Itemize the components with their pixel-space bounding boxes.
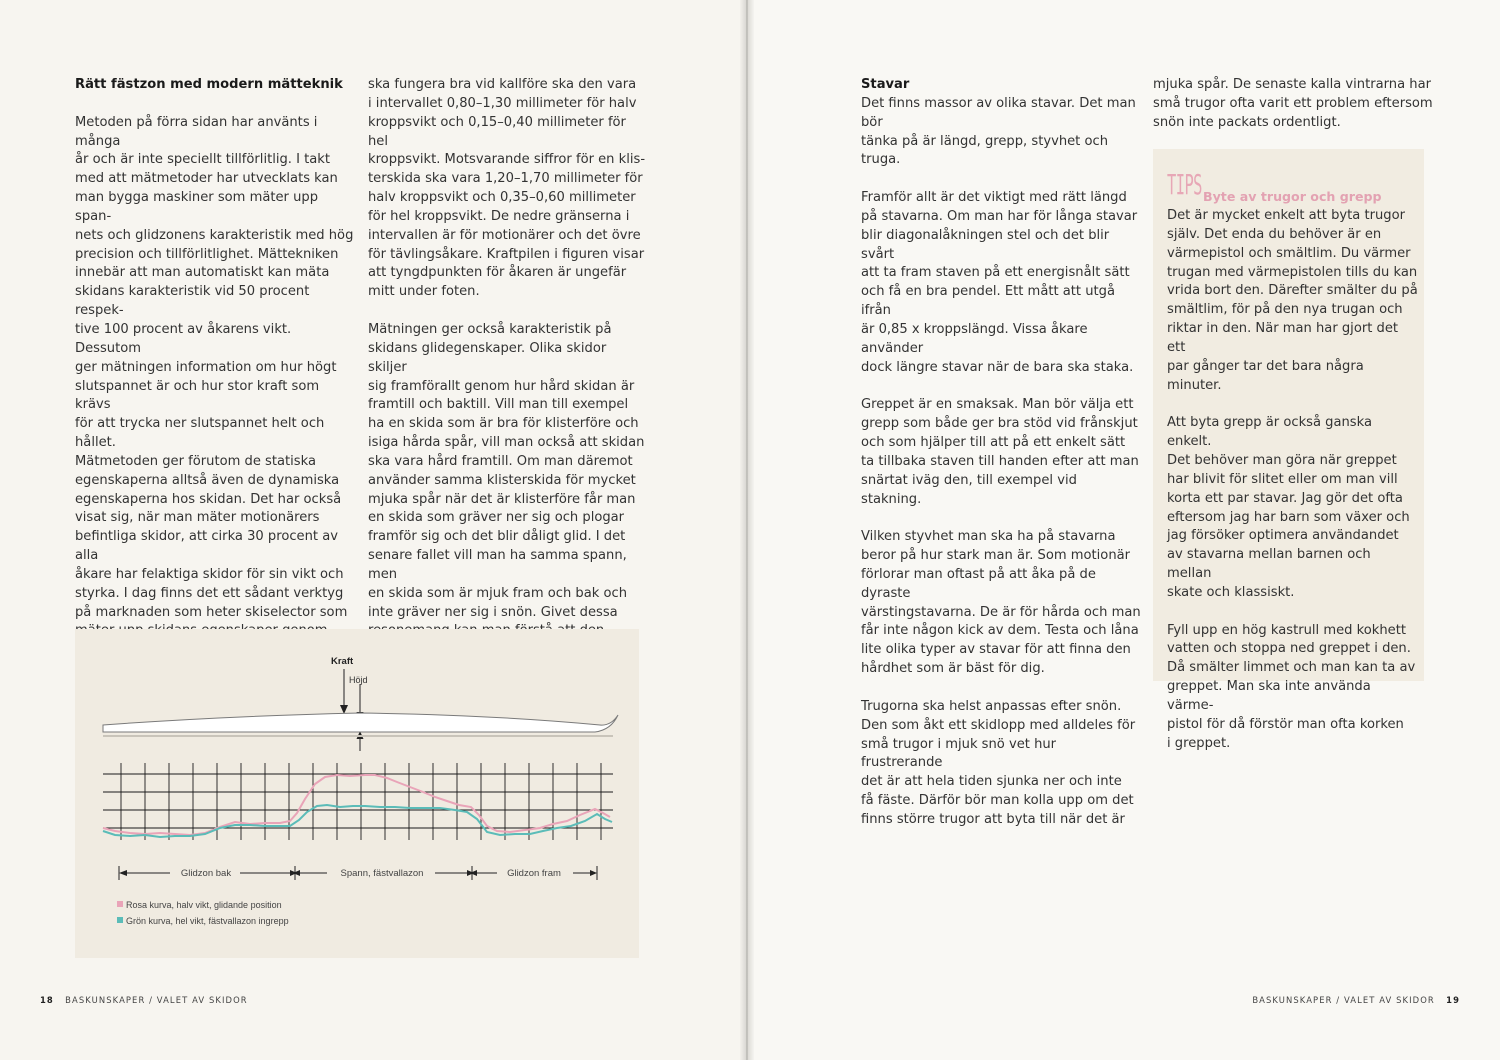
- paragraph: Mätningen ger också karakteristik på skidans glidegenskaper. Olika skidor skiljer sig framförallt genom hur hård skidan är framtill och baktill. Vill man till exempel ha en skida som är bra för klisterföre och isiga hårda spår, vill man också att skidan ska vara hård framtill. Om man däremot använder samma klisterskida för mycket mjuka spår när det är klisterföre får man en skida som gräver ner sig och plogar framför sig och det blir dåligt glid. I det senare fallet vill man ha samma spann, men en skida som är mjuk fram och bak och inte gräver ner sig i snön. Givet dessa: [368, 321, 645, 620]
- tips-content: [1167, 170, 1419, 753]
- paragraph: Det finns massor av olika stavar. Det man bör tänka på är längd, grepp, styvhet och truga.: [861, 95, 1136, 168]
- paragraph: Det är mycket enkelt att byta trugor själv. Det enda du behöver är en värmepistol och smältlim. Du värmer trugan med värmepistolen tills du kan vrida bort den. Därefter smälter du på smältlim, för på den nya trugan och riktar in den. När man har gjort det ett par gånger tar det bara några minuter.: [1167, 208, 1418, 393]
- ski-camber-diagram: [75, 629, 639, 958]
- right-column-1: [861, 76, 1141, 830]
- page-number: 19: [1446, 995, 1460, 1005]
- zone-label-glidzon-bak: Glidzon bak: [180, 868, 232, 879]
- paragraph: mjuka spår. De senaste kalla vintrarna har små trugor ofta varit ett problem eftersom snön inte packats ordentligt.: [1153, 77, 1433, 130]
- page-number: 18: [40, 995, 54, 1005]
- section-heading: Rätt fästzon med modern mätteknik: [75, 77, 343, 92]
- legend-label-teal: Grön kurva, hel vikt, fästvallazon ingrepp: [126, 916, 289, 926]
- paragraph: Metoden på förra sidan har använts i många år och är inte speciellt tillförlitlig. I takt med att mätmetoder har utvecklats kan man bygga maskiner som mäter upp span- nets och glidzonens karakteristik med hög precision och tillförlitlighet. Mättekniken innebär att man automatiskt kan mäta skidans karakteristik vid 50 procent respek- tive 100 procent av åkarens vikt. Dessutom ger mätningen information om hur högt slutspannet är och hur stor kraft som krävs för att trycka ner slutspannet helt och hållet. Mätmetoden ger förutom de statiska egenskaperna alltså även de dynamiska egenskaperna hos skidan. Det har också visat sig, när man mäter motionärers befintliga skidor, att cirka 30 procent av alla åkare har felaktiga skidor för sin vikt och styrka. I dag finns det ett sådant verktyg på marknaden som heter skiselector som: [75, 114, 354, 620]
- label-kraft: Kraft: [331, 656, 354, 667]
- section-heading: Stavar: [861, 77, 910, 92]
- paragraph: ska fungera bra vid kallföre ska den vara i intervallet 0,80–1,30 millimeter för halv kroppsvikt och 0,15–0,40 millimeter för hel kroppsvikt. Motsvarande siffror för en klis- terskida ska vara 1,20–1,70 millimeter för halv kroppsvikt och 0,35–0,60 millimeter för hel kroppsvikt. De nedre gränserna i intervallen är för motionärer och det övre för tävlingsåkare. Kraftpilen i figuren visar att tyngdpunkten för åkaren är ungefär mitt under foten.: [368, 77, 646, 300]
- ski-camber-figure: [75, 629, 639, 958]
- legend-swatch-pink: [117, 901, 123, 907]
- paragraph: Vilken styvhet man ska ha på stavarna beror på hur stark man är. Som motionär förlorar man oftast på att åka på de dyraste värstingstavarna. De är för hårda och man får inte någon kick av dem. Testa och låna lite olika typer av stavar för att finna den hårdhet som är bäst för dig.: [861, 529, 1141, 677]
- zone-label-glidzon-fram: Glidzon fram: [507, 868, 561, 879]
- tips-tag: TIPS: [1167, 168, 1202, 201]
- right-column-2: [1153, 76, 1433, 133]
- footer-left: [40, 995, 248, 1005]
- tips-title: Byte av trugor och grepp: [1203, 189, 1382, 204]
- running-footer: BASKUNSKAPER / VALET AV SKIDOR: [1252, 995, 1435, 1005]
- tips-header: [1167, 170, 1419, 208]
- legend-label-pink: Rosa kurva, halv vikt, glidande position: [126, 900, 282, 910]
- paragraph: Att byta grepp är också ganska enkelt. Det behöver man göra när greppet har blivit för slitet eller om man vill korta ett par stavar. Jag gör det ofta eftersom jag har barn som växer och jag försöker optimera användandet av stavarna mellan barnen och mellan skate och klassiskt.: [1167, 415, 1410, 600]
- paragraph: Fyll upp en hög kastrull med kokhett vatten och stoppa ned greppet i den. Då smälter limmet och man kan ta av greppet. Man ska inte använda värme- pistol för då förstör man ofta korken i greppet.: [1167, 622, 1416, 751]
- paragraph: Framför allt är det viktigt med rätt längd på stavarna. Om man har för långa stavar blir diagonalåkningen stel och det blir svårt att ta fram staven på ett energisnålt sätt och få en bra pendel. Ett mått att utgå ifrån är 0,85 x kroppslängd. Vissa åkare använder dock längre stavar när de bara ska staka.: [861, 190, 1138, 375]
- paragraph: Greppet är en smaksak. Man bör välja ett grepp som både ger bra stöd vid frånskjut och som hjälper till att på ett enkelt sätt ta tillbaka staven till handen efter att man snärtat iväg den, till exempel vid stakning.: [861, 397, 1139, 507]
- left-column-2: [368, 76, 648, 679]
- legend-swatch-teal: [117, 917, 123, 923]
- book-gutter: [740, 0, 754, 1060]
- left-page: [0, 0, 748, 1060]
- label-hojd: Höjd: [349, 675, 368, 685]
- running-footer: BASKUNSKAPER / VALET AV SKIDOR: [65, 995, 248, 1005]
- paragraph: Trugorna ska helst anpassas efter snön. Den som åkt ett skidlopp med alldeles för små trugor i mjuk snö vet hur frustrerande det är att hela tiden sjunka ner och inte få fäste. Därför bör man kolla upp om det finns större trugor att byta till när det är: [861, 698, 1136, 827]
- zone-label-spann: Spann, fästvallazon: [340, 868, 424, 879]
- force-arrow: [340, 669, 348, 714]
- footer-right: [1252, 995, 1460, 1005]
